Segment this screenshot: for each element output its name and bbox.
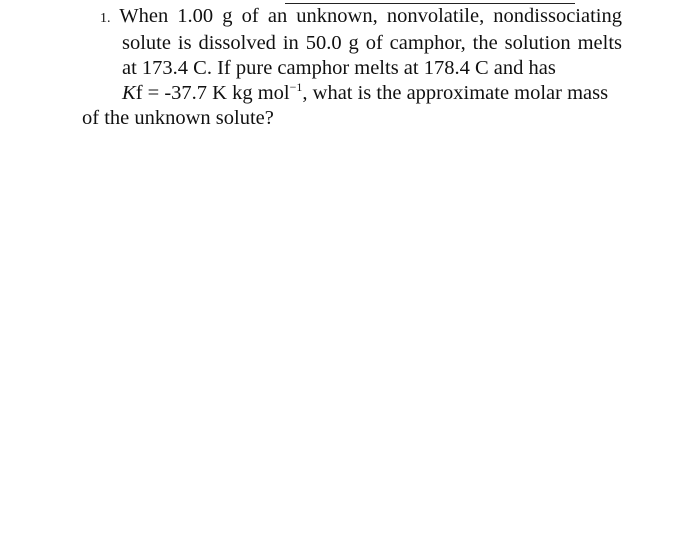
question-block [82, 4, 622, 131]
unit-exponent: −1 [289, 80, 303, 94]
question-line-1 [82, 4, 622, 31]
question-line-3: at 173.4 C. If pure camphor melts at 178.4 C and has [122, 57, 556, 79]
question-line-5: of the unknown solute? [82, 107, 274, 129]
question-line-1-text: When 1.00 g of an unknown, nonvolatile, nondissociating [119, 5, 622, 27]
kf-symbol-f: f [135, 82, 143, 104]
kf-value: = -37.7 K kg mol [142, 82, 290, 104]
question-line-2: solute is dissolved in 50.0 g of camphor, the solution melts [122, 32, 622, 54]
kf-symbol-k: K [122, 82, 136, 104]
question-number: 1. [100, 11, 111, 26]
question-line-4 [82, 81, 622, 106]
question-line-4-rest: , what is the approximate molar mass [302, 82, 609, 104]
